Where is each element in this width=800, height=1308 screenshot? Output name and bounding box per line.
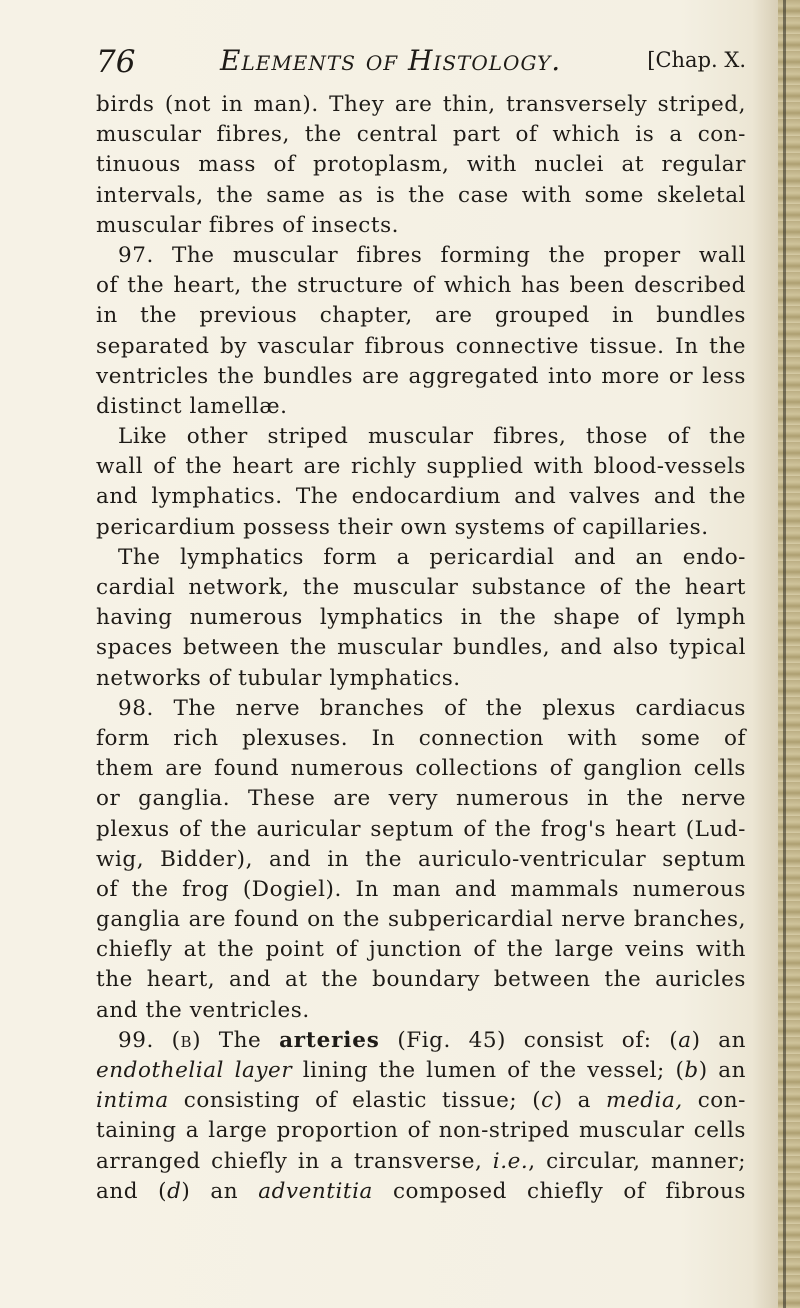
text-line: separated by vascular fibrous connective tissue. In the (96, 333, 746, 359)
paragraph-start: Like other striped muscular fibres, those of the (118, 424, 746, 450)
running-title: Elements of Histology. (220, 44, 562, 77)
text-run: arranged chiefly in a transverse, (96, 1148, 493, 1174)
text-line: and lymphatics. The endocardium and valves and the (96, 484, 746, 510)
text-run: b (180, 1027, 193, 1053)
text-line: tinuous mass of protoplasm, with nuclei at regular (96, 152, 746, 178)
binding-shadow (783, 0, 786, 1308)
text-run: composed chiefly of fibrous (372, 1178, 746, 1204)
text-line (96, 1086, 746, 1116)
text-run: ) an (691, 1027, 746, 1053)
text-run: consisting of elastic tissue; ( (168, 1088, 542, 1114)
text-run: and ( (96, 1178, 168, 1204)
text-run: ) a (553, 1088, 607, 1114)
text-line: wall of the heart are richly supplied with blood-vessels (96, 454, 746, 480)
text-run: lining the lumen of the vessel; ( (292, 1058, 685, 1083)
text-line: chiefly at the point of junction of the large veins with (96, 937, 746, 963)
text-run: , circular, manner; (528, 1148, 746, 1174)
text-line: having numerous lymphatics in the shape of lymph (96, 605, 746, 631)
text-line (96, 1056, 746, 1086)
text-line: cardial network, the muscular substance of the heart (96, 575, 746, 600)
text-line: ganglia are found on the subpericardial nerve branches, (96, 907, 746, 933)
book-spine-edge (778, 0, 800, 1308)
text-line: plexus of the auricular septum of the frog's heart (Lud- (96, 816, 746, 842)
text-line: in the previous chapter, are grouped in bundles (96, 303, 746, 329)
paragraph-97-start: 97. The muscular fibres forming the proper wall (118, 242, 746, 268)
text-line: birds (not in man). They are thin, transversely striped, (96, 92, 746, 117)
chapter-reference: [Chap. X. (647, 48, 746, 72)
text-run: 99. ( (118, 1027, 181, 1053)
running-header (96, 44, 746, 84)
text-line (96, 1177, 746, 1207)
italic-letter: d (167, 1178, 182, 1204)
paragraph-98-start: 98. The nerve branches of the plexus cardiacus (118, 695, 746, 721)
italic-term-endothelial: endothelial layer (96, 1058, 293, 1083)
italic-abbrev: i.e. (492, 1148, 529, 1174)
text-run: con- (682, 1088, 747, 1114)
italic-letter: c (541, 1088, 554, 1114)
italic-term-intima: intima (96, 1088, 169, 1114)
text-run: ) an (698, 1058, 747, 1083)
text-line: of the frog (Dogiel). In man and mammals numerous (96, 876, 746, 902)
text-line: intervals, the same as is the case with some skeletal (96, 182, 746, 208)
text-line: the heart, and at the boundary between the auricles (96, 967, 746, 993)
text-line: taining a large proportion of non-striped muscular cells (96, 1118, 746, 1144)
text-line: networks of tubular lymphatics. (96, 665, 461, 691)
text-line: pericardium possess their own systems of capillaries. (96, 514, 709, 540)
paragraph-99-start (96, 1026, 746, 1056)
paragraph-start: The lymphatics form a pericardial and an endo- (118, 544, 746, 570)
text-line: of the heart, the structure of which has been described (96, 273, 746, 299)
text-line: and the ventricles. (96, 997, 310, 1023)
text-run: ) The (192, 1027, 280, 1053)
text-line: muscular fibres, the central part of which is a con- (96, 122, 746, 148)
text-line: distinct lamellæ. (96, 393, 288, 419)
body-text (96, 90, 746, 1207)
text-line: or ganglia. These are very numerous in the nerve (96, 786, 746, 812)
text-line: spaces between the muscular bundles, and also typical (96, 635, 746, 661)
text-line: them are found numerous collections of ganglion cells (96, 756, 746, 782)
text-line: wig, Bidder), and in the auriculo-ventricular septum (96, 846, 746, 872)
text-line: ventricles the bundles are aggregated into more or less (96, 363, 746, 389)
text-run: ) an (181, 1178, 259, 1204)
page-number: 76 (96, 44, 136, 80)
italic-term-media: media, (606, 1088, 683, 1114)
italic-letter: a (678, 1027, 692, 1053)
text-run: (Fig. 45) consist of: ( (379, 1027, 679, 1053)
text-line (96, 1147, 746, 1177)
text-line: muscular fibres of insects. (96, 212, 400, 238)
italic-letter: b (684, 1058, 699, 1083)
bold-term-arteries: arteries (279, 1027, 380, 1053)
italic-term-adventitia: adventitia (258, 1178, 373, 1204)
text-line: form rich plexuses. In connection with some of (96, 725, 746, 751)
